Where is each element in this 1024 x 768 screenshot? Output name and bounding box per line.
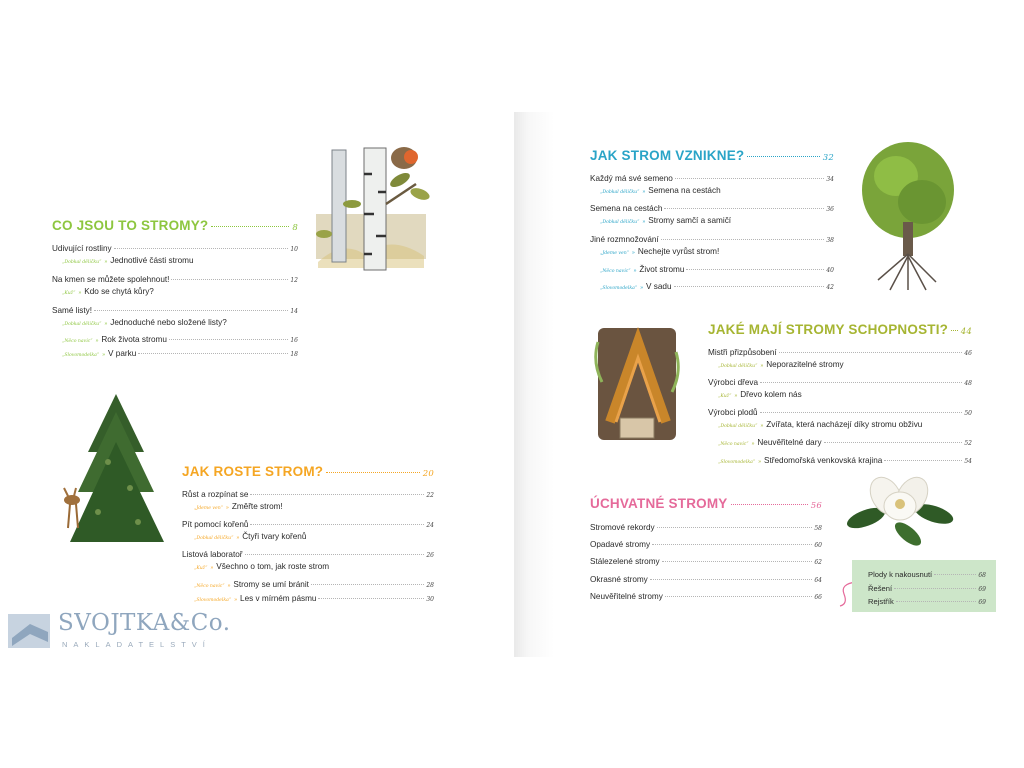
section-title-text: ÚCHVATNÉ STROMY (590, 496, 728, 511)
entry-title: Stálezelené stromy (590, 557, 660, 566)
arrow-icon: » (734, 393, 738, 399)
subentry-tag: „Jdeme ven“ (600, 251, 630, 256)
toc-subentry[interactable] (718, 390, 802, 399)
toc-subentry[interactable] (62, 287, 154, 296)
subentry-title: Život stromu (639, 265, 685, 274)
leader-dots (664, 208, 824, 209)
arrow-icon: » (234, 597, 238, 603)
toc-subentry[interactable] (718, 420, 922, 429)
publisher-subtitle: NAKLADATELSTVÍ (62, 640, 211, 649)
entry-title: Na kmen se můžete spolehnout! (52, 275, 170, 284)
entry-title: Výrobci dřeva (708, 378, 759, 387)
leader-dots (318, 598, 424, 599)
leader-dots (138, 353, 288, 354)
entry-title: Semena na cestách (590, 204, 663, 213)
subentry-title: Neporazitelné stromy (766, 360, 844, 369)
arrow-icon: » (760, 423, 764, 429)
subentry-tag: „Slovomodelka“ (62, 353, 100, 358)
toc-subentry[interactable] (62, 335, 298, 344)
birch-robin-illustration (312, 144, 438, 272)
publisher-name: SVOJTKA&Co. (58, 610, 231, 636)
section-title-text: JAK STROM VZNIKNE? (590, 148, 745, 163)
subentry-title: Stromy se umí bránit (233, 580, 309, 589)
entry-page: 69 (978, 599, 986, 606)
toc-entry[interactable] (182, 490, 434, 499)
section-page: 20 (422, 469, 434, 479)
toc-entry[interactable] (708, 378, 972, 387)
arrow-icon: » (104, 321, 108, 327)
toc-entry[interactable] (590, 575, 822, 584)
toc-entry[interactable] (590, 540, 822, 549)
subentry-tag: „Dobkal dělíčku“ (718, 364, 758, 369)
subentry-tag: „Kuž“ (718, 394, 732, 399)
subentry-title: Nechejte vyrůst strom! (637, 247, 720, 256)
arrow-icon: » (210, 565, 214, 571)
toc-subentry[interactable] (600, 282, 834, 291)
toc-subentry[interactable] (718, 456, 972, 465)
subentry-tag: „Kuž“ (62, 291, 76, 296)
entry-page: 68 (978, 572, 986, 579)
entry-title: Pít pomocí kořenů (182, 520, 249, 529)
leader-dots (665, 596, 813, 597)
subentry-title: V sadu (646, 282, 672, 291)
arrow-icon: » (640, 285, 644, 291)
entry-title: Každý má své semeno (590, 174, 673, 183)
book-icon (8, 612, 52, 650)
subentry-page: 30 (426, 596, 434, 603)
subentry-tag: „Dobkal dělíčku“ (194, 536, 234, 541)
entry-title: Udivující rostliny (52, 244, 112, 253)
leader-dots (896, 601, 977, 602)
section-title-text: JAKÉ MAJÍ STROMY SCHOPNOSTI? (708, 322, 949, 337)
arrow-icon: » (78, 290, 82, 296)
toc-entry[interactable] (590, 523, 822, 532)
subentry-tag: „Něco navíc“ (62, 339, 93, 344)
section-page: 56 (810, 501, 822, 511)
subentry-tag: „Slovomodelka“ (600, 286, 638, 291)
arrow-icon: » (632, 250, 635, 256)
entry-title: Růst a rozpínat se (182, 490, 249, 499)
leader-dots (171, 279, 288, 280)
entry-page: 46 (964, 350, 972, 357)
toc-subentry[interactable] (194, 580, 434, 589)
leader-dots (657, 527, 813, 528)
section-title[interactable] (590, 148, 834, 163)
subentry-page: 16 (290, 337, 298, 344)
toc-subentry[interactable] (718, 438, 972, 447)
leader-dots (250, 524, 424, 525)
subentry-page: 54 (964, 458, 972, 465)
subentry-tag: „Něco navíc“ (194, 584, 225, 589)
toc-subentry[interactable] (62, 318, 227, 327)
entry-title: Stromové rekordy (590, 523, 655, 532)
subentry-tag: „Něco navíc“ (718, 442, 749, 447)
toc-entry[interactable] (708, 408, 972, 417)
leader-dots (760, 412, 963, 413)
subentry-page: 40 (826, 267, 834, 274)
leader-dots (951, 330, 958, 331)
subentry-title: Semena na cestách (648, 186, 721, 195)
entry-page: 38 (826, 237, 834, 244)
subentry-tag: „Jdeme ven“ (194, 506, 224, 511)
subentry-title: Rok života stromu (101, 335, 167, 344)
arrow-icon: » (227, 583, 231, 589)
subentry-title: Neuvěřitelné dary (757, 438, 822, 447)
section-page: 32 (822, 153, 834, 163)
subentry-title: Zvířata, která nacházejí díky stromu obživu (766, 420, 923, 429)
appendix-entry[interactable] (868, 584, 986, 593)
entry-title: Listová laboratoř (182, 550, 243, 559)
subentry-tag: „Slovomodelka“ (194, 598, 232, 603)
toc-entry[interactable] (590, 557, 822, 566)
subentry-title: Jednotlivé části stromu (110, 256, 194, 265)
subentry-tag: „Něco navíc“ (600, 269, 631, 274)
subentry-page: 28 (426, 582, 434, 589)
entry-title: Okrasné stromy (590, 575, 648, 584)
entry-title: Plody k nakousnutí (868, 570, 933, 579)
entry-page: 26 (426, 552, 434, 559)
arrow-icon: » (642, 219, 646, 225)
entry-page: 62 (814, 559, 822, 566)
entry-page: 64 (814, 577, 822, 584)
subentry-title: Jednoduché nebo složené listy? (110, 318, 227, 327)
toc-entry[interactable] (590, 204, 834, 213)
toc-subentry[interactable] (194, 562, 329, 571)
toc-entry[interactable] (52, 244, 298, 253)
section-title-text: CO JSOU TO STROMY? (52, 218, 209, 233)
toc-entry[interactable] (182, 550, 434, 559)
section-title[interactable] (708, 322, 972, 337)
leader-dots (747, 156, 819, 157)
toc-entry[interactable] (590, 174, 834, 183)
arrow-icon: » (758, 459, 762, 465)
publisher-logo (8, 610, 231, 652)
subentry-tag: „Kuž“ (194, 566, 208, 571)
section-title[interactable] (182, 464, 434, 479)
arrow-icon: » (760, 363, 764, 369)
toc-entry[interactable] (52, 306, 298, 315)
toc-subentry[interactable] (194, 502, 283, 511)
subentry-page: 42 (826, 284, 834, 291)
leader-dots (650, 579, 813, 580)
tree-bark-illustration (590, 322, 684, 448)
entry-title: Řešení (868, 584, 893, 593)
entry-page: 66 (814, 594, 822, 601)
toc-entry[interactable] (590, 592, 822, 601)
arrow-icon: » (95, 338, 99, 344)
section-title[interactable] (52, 218, 298, 233)
entry-page: 58 (814, 525, 822, 532)
toc-subentry[interactable] (600, 216, 731, 225)
toc-subentry[interactable] (600, 186, 721, 195)
leader-dots (779, 352, 963, 353)
arrow-icon: » (633, 268, 637, 274)
toc-subentry[interactable] (62, 349, 298, 358)
leader-dots (934, 574, 976, 575)
entry-page: 22 (426, 492, 434, 499)
leader-dots (824, 442, 963, 443)
section-title[interactable] (590, 496, 822, 511)
leader-dots (245, 554, 425, 555)
toc-subentry[interactable] (600, 265, 834, 274)
leader-dots (311, 584, 424, 585)
entry-title: Neuvěřitelné stromy (590, 592, 663, 601)
subentry-title: V parku (108, 349, 137, 358)
arrow-icon: » (104, 259, 108, 265)
entry-page: 12 (290, 277, 298, 284)
leader-dots (674, 286, 825, 287)
section-page: 44 (960, 327, 972, 337)
entry-page: 36 (826, 206, 834, 213)
leader-dots (686, 269, 824, 270)
arrow-icon: » (236, 535, 240, 541)
section-page: 8 (292, 223, 298, 233)
leader-dots (884, 460, 962, 461)
toc-subentry[interactable] (194, 594, 434, 603)
entry-page: 48 (964, 380, 972, 387)
deciduous-tree-illustration (858, 140, 958, 292)
entry-page: 69 (978, 586, 986, 593)
subentry-tag: „Dobkal dělíčku“ (600, 220, 640, 225)
entry-title: Jiné rozmnožování (590, 235, 659, 244)
leader-dots (326, 472, 420, 473)
entry-title: Výrobci plodů (708, 408, 758, 417)
entry-page: 10 (290, 246, 298, 253)
toc-subentry[interactable] (718, 360, 844, 369)
entry-page: 34 (826, 176, 834, 183)
leader-dots (760, 382, 962, 383)
subentry-title: Kdo se chytá kůry? (84, 287, 154, 296)
leader-dots (894, 588, 976, 589)
leader-dots (731, 504, 808, 505)
subentry-tag: „Dobkal dělíčku“ (62, 260, 102, 265)
appendix-box (852, 560, 996, 612)
subentry-title: Změřte strom! (231, 502, 283, 511)
subentry-title: Les v mírném pásmu (240, 594, 317, 603)
leader-dots (211, 226, 289, 227)
leader-dots (250, 494, 424, 495)
entry-page: 50 (964, 410, 972, 417)
leader-dots (675, 178, 825, 179)
toc-subentry[interactable] (62, 256, 194, 265)
entry-title: Mistři přizpůsobení (708, 348, 777, 357)
entry-page: 60 (814, 542, 822, 549)
entry-page: 14 (290, 308, 298, 315)
toc-entry[interactable] (52, 275, 298, 284)
subentry-tag: „Dobkal dělíčku“ (718, 424, 758, 429)
entry-title: Samé listy! (52, 306, 93, 315)
toc-entry[interactable] (590, 235, 834, 244)
subentry-page: 18 (290, 351, 298, 358)
subentry-title: Všechno o tom, jak roste strom (216, 562, 330, 571)
subentry-title: Dřevo kolem nás (740, 390, 802, 399)
arrow-icon: » (751, 441, 755, 447)
subentry-title: Středomořská venkovská krajina (764, 456, 883, 465)
subentry-tag: „Dobkal dělíčku“ (62, 322, 102, 327)
magnolia-illustration (846, 470, 954, 550)
toc-entry[interactable] (708, 348, 972, 357)
appendix-entry[interactable] (868, 597, 986, 606)
appendix-entry[interactable] (868, 570, 986, 579)
subentry-title: Stromy samčí a samičí (648, 216, 732, 225)
entry-title: Rejstřík (868, 597, 894, 606)
leader-dots (662, 561, 813, 562)
toc-subentry[interactable] (194, 532, 306, 541)
toc-entry[interactable] (182, 520, 434, 529)
leader-dots (652, 544, 812, 545)
leader-dots (169, 339, 288, 340)
spruce-deer-illustration (58, 392, 176, 550)
subentry-tag: „Dobkal dělíčku“ (600, 190, 640, 195)
subentry-page: 52 (964, 440, 972, 447)
arrow-icon: » (226, 505, 229, 511)
leader-dots (661, 239, 825, 240)
entry-page: 24 (426, 522, 434, 529)
leader-dots (114, 248, 289, 249)
toc-subentry[interactable] (600, 247, 719, 256)
leader-dots (94, 310, 288, 311)
section-title-text: JAK ROSTE STROM? (182, 464, 324, 479)
arrow-icon: » (642, 189, 646, 195)
entry-title: Opadavé stromy (590, 540, 651, 549)
arrow-icon: » (102, 352, 106, 358)
subentry-title: Čtyři tvary kořenů (242, 532, 307, 541)
subentry-tag: „Slovomodelka“ (718, 460, 756, 465)
